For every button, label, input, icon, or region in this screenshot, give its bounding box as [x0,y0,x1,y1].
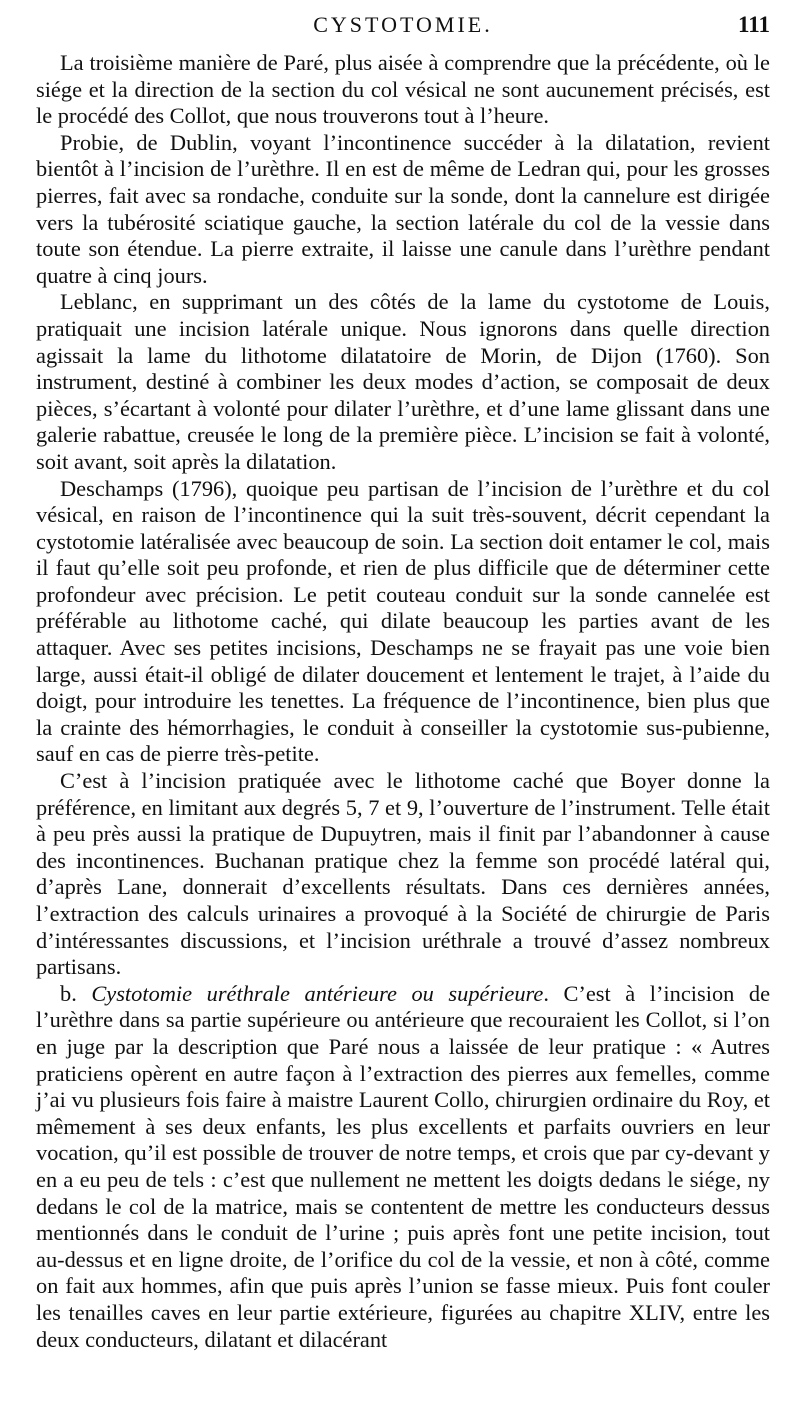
paragraph-deschamps: Deschamps (1796), quoique peu partisan de l’incision de l’urèthre et du col vésical, en raison de l’incontinence qui la suit très-souvent, décrit cependant la cystotomie latéralisée avec beaucoup de soin. La section doit entamer le col, mais il faut qu’elle soit peu profonde, et rien de plus difficile que de déterminer cette profondeur avec précision. Le petit couteau conduit sur la sonde cannelée est préférable au lithotome caché, qui dilate beaucoup les parties avant de les attaquer. Avec ses petites incisions, Deschamps ne se frayait pas une voie bien large, aussi était-il obligé de dilater doucement et lentement le trajet, à l’aide du doigt, pour introduire les tenettes. La fréquence de l’incontinence, bien plus que la crainte des hémorrhagies, le conduit à conseiller la cystotomie sus-pubienne, sauf en cas de pierre très-petite. [36,475,770,767]
page-number: 111 [738,12,770,37]
paragraph-probie-ledran: Probie, de Dublin, voyant l’incontinence succéder à la dilatation, revient bientôt à l’incision de l’urèthre. Il en est de même de Ledran qui, pour les grosses pierres, fait avec sa rondache, conduite sur la sonde, dont la cannelure est dirigée vers la tubérosité sciatique gauche, la section latérale du col de la vessie dans toute son étendue. La pierre extraite, il laisse une canule dans l’urèthre pendant quatre à cinq jours. [36,129,770,288]
running-title: CYSTOTOMIE. [313,12,493,37]
paragraph-boyer-dupuytren: C’est à l’incision pratiquée avec le lithotome caché que Boyer donne la préférence, en limitant aux degrés 5, 7 et 9, l’ouverture de l’instrument. Telle était à peu près aussi la pratique de Dupuytren, mais il finit par l’abandonner à cause des incontinences. Buchanan pratique chez la femme son procédé latéral qui, d’après Lane, donnerait d’excellents résultats. Dans ces dernières années, l’extraction des calculs urinaires a provoqué à la Société de chirurgie de Paris d’intéressantes discussions, et l’incision uréthrale a trouvé d’assez nombreux partisans. [36,768,770,980]
paragraph-pare-third-method: La troisième manière de Paré, plus aisée à comprendre que la précédente, où le siége et la direction de la section du col vésical ne sont aucunement précisés, est le procédé des Collot, que nous trouverons tout à l’heure. [36,50,770,129]
section-heading-italic: Cystotomie uréthrale antérieure ou supérieure [91,980,544,1006]
running-head [36,0,770,50]
section-letter: b. [60,980,92,1006]
paragraph-leblanc-morin: Leblanc, en supprimant un des côtés de la lame du cystotome de Louis, pratiquait une incision latérale unique. Nous ignorons dans quelle direction agissait la lame du lithotome dilatatoire de Morin, de Dijon (1760). Son instrument, destiné à combiner les deux modes d’action, se composait de deux pièces, s’écartant à volonté pour dilater l’urèthre, et d’une lame glissant dans une galerie rabattue, creusée le long de la première pièce. L’incision se fait à volonté, soit avant, soit après la dilatation. [36,289,770,474]
body-text [36,50,770,1353]
paragraph-cystotomie-anterieure [36,981,770,1353]
section-body: . C’est à l’incision de l’urèthre dans sa partie supérieure ou antérieure que recouraient les Collot, si l’on en juge par la description que Paré nous a laissée de leur pratique : « Autres praticiens opèrent en autre façon à l’extraction des pierres aux femelles, comme j’ai vu plusieurs fois faire à maistre Laurent Collo, chirurgien ordinaire du Roy, et mêmement à ses deux enfants, les plus excellents et parfaits ouvriers en leur vocation, qu’il est possible de trouver de notre temps, et crois que par cy-devant y en a eu peu de tels : c’est que nullement ne mettent les doigts dedans le siége, ny dedans le col de la matrice, mais se contentent de mettre les conducteurs dessus mentionnés dans le conduit de l’urine ; puis après font une petite incision, tout au-dessus et en ligne droite, de l’orifice du col de la vessie, et non à côté, comme on fait aux hommes, afin que puis après l’union se fasse mieux. Puis font couler les tenailles caves en leur partie extérieure, figurées au chapitre XLIV, entre les deux conducteurs, dilatant et dilacérant [36,980,771,1352]
